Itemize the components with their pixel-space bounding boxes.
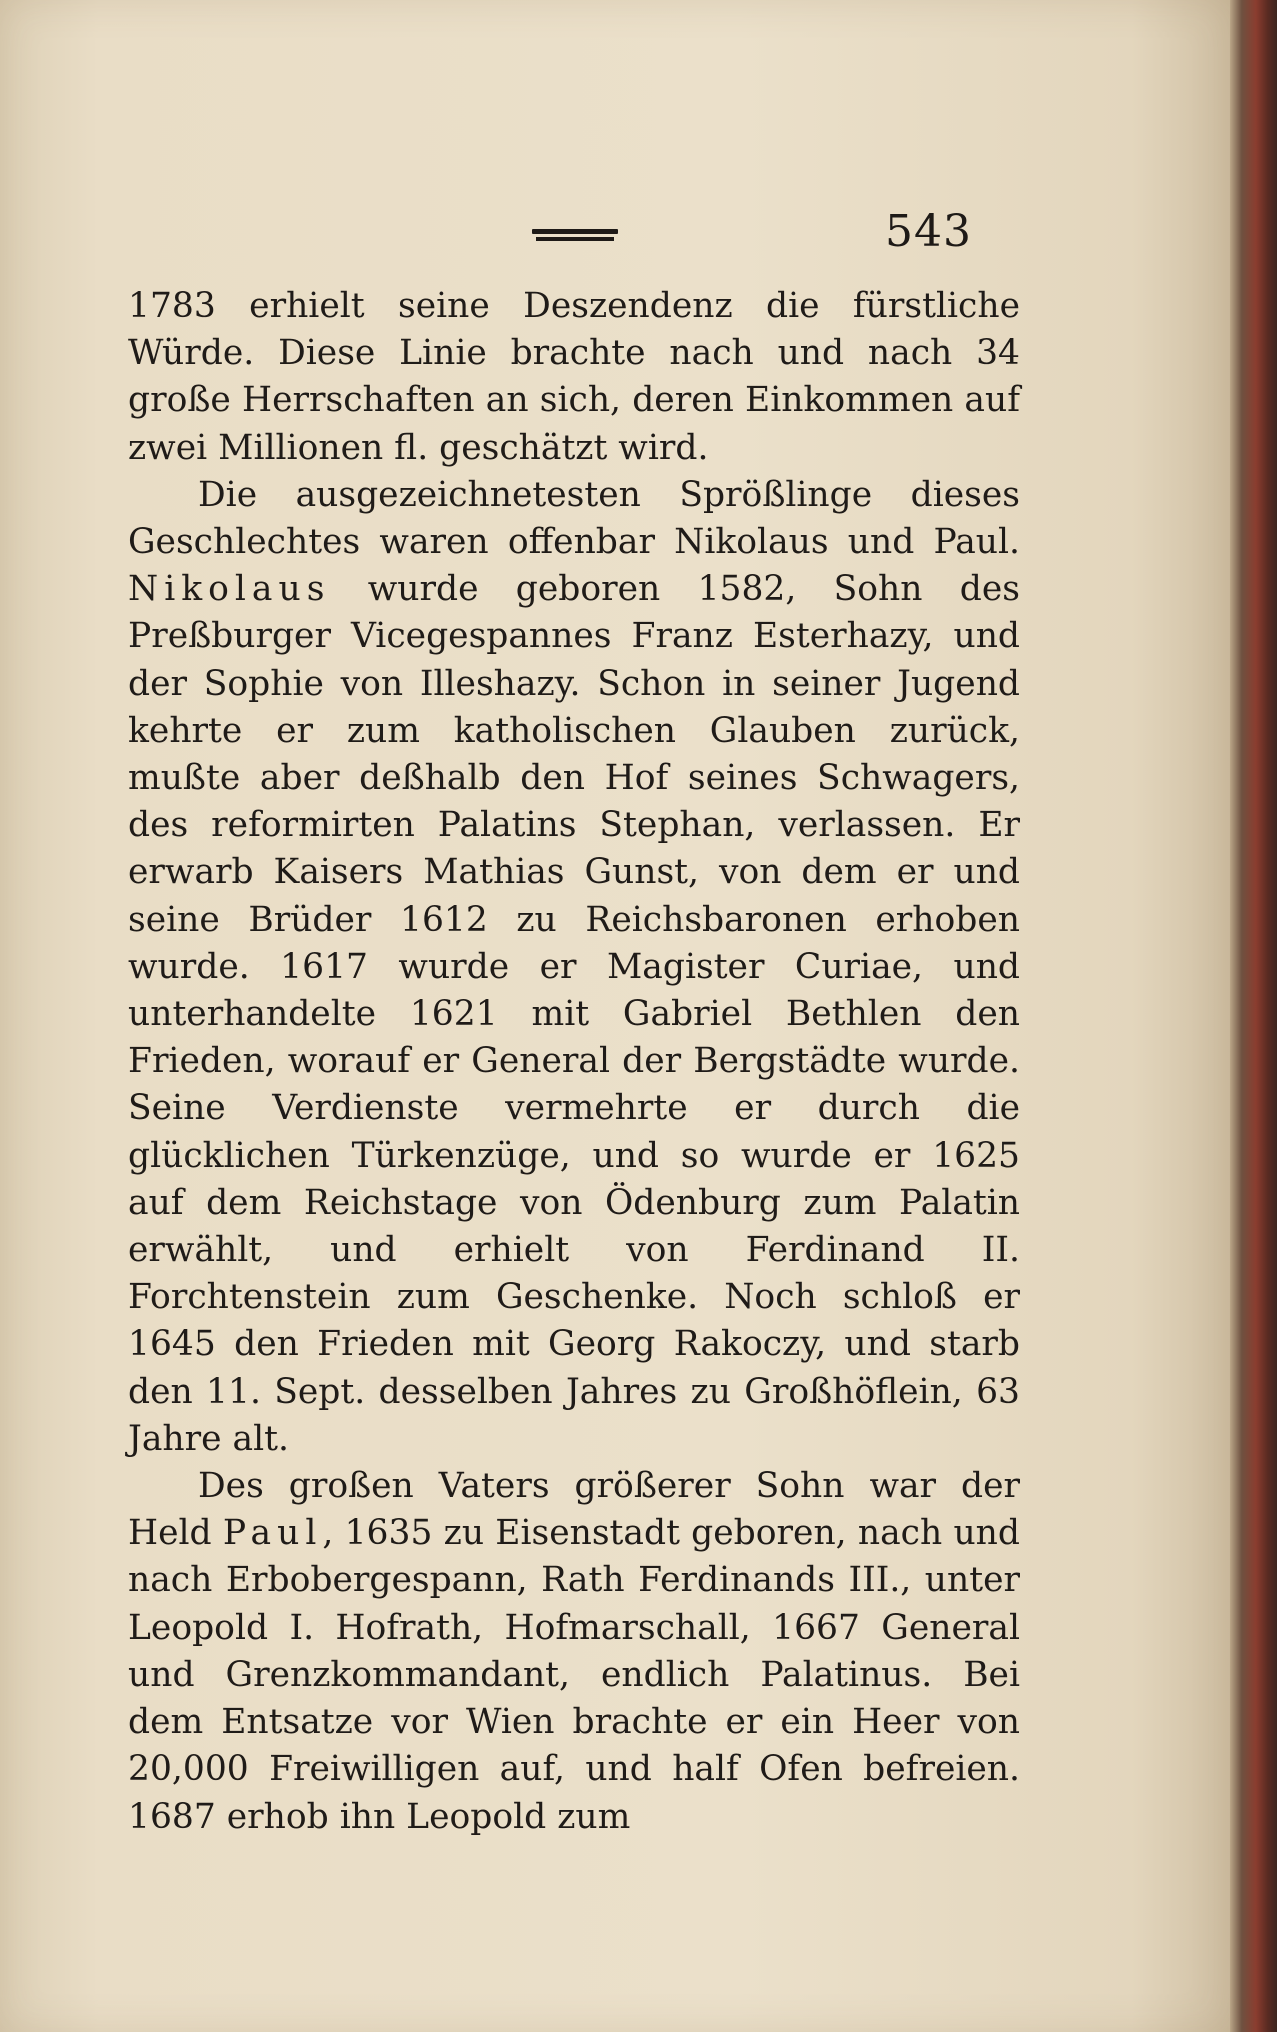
book-spine: [1230, 0, 1277, 2032]
paragraph-2-text-b: wurde geboren 1582, Sohn des Preßburger Vicegespannes Franz Esterhazy, und der Sophie von Illeshazy. Schon in seiner Jugend kehrte er zum katholischen Glauben zurück, mußte aber deßhalb den Hof seines Schwagers, des reformirten Palatins Stephan, verlassen. Er erwarb Kaisers Mathias Gunst, von dem er und seine Brüder 1612 zu Reichsbaronen erhoben wurde. 1617 wurde er Magister Curiae, und unterhandelte 1621 mit Gabriel Bethlen den Frieden, worauf er General der Bergstädte wurde. Seine Verdienste vermehrte er durch die glücklichen Türkenzüge, und so wurde er 1625 auf dem Reichstage von Ödenburg zum Palatin erwählt, und erhielt von Ferdinand II. Forchtenstein zum Geschenke. Noch schloß er 1645 den Frieden mit Georg Rakoczy, und starb den 11. Sept. desselben Jahres zu Großhöflein, 63 Jahre alt.: [128, 569, 1020, 1459]
paragraph-3-text-a: Des großen Vaters größerer Sohn war der Held: [128, 1466, 1020, 1554]
paragraph-1: [128, 283, 1020, 472]
name-nikolaus: Nikolaus: [128, 569, 331, 610]
name-paul: Paul: [222, 1513, 323, 1554]
header-rule: [532, 229, 618, 234]
paragraph-2-text-a: Die ausgezeichnetesten Sprößlinge dieses Geschlechtes waren offenbar Nikolaus und Paul.: [128, 474, 1020, 563]
page-number: 543: [885, 206, 972, 257]
paragraph-3-text-b: , 1635 zu Eisenstadt geboren, nach und nach Erbobergespann, Rath Ferdinands III., unter Leopold I. Hofrath, Hofmarschall, 1667 General und Grenzkommandant, endlich Palatinus. Bei dem Entsatze vor Wien brachte er ein Heer von 20,000 Freiwilligen auf, und half Ofen befreien. 1687 erhob ihn Leopold zum: [128, 1513, 1020, 1837]
paragraph-3: [128, 1463, 1020, 1841]
paragraph-1-text: 1783 erhielt seine Deszendenz die fürstliche Würde. Diese Linie brachte nach und nach 34 große Herrschaften an sich, deren Einkommen auf zwei Millionen fl. geschätzt wird.: [128, 286, 1020, 468]
body-text: [128, 283, 1020, 1841]
paragraph-2: [128, 472, 1020, 1463]
